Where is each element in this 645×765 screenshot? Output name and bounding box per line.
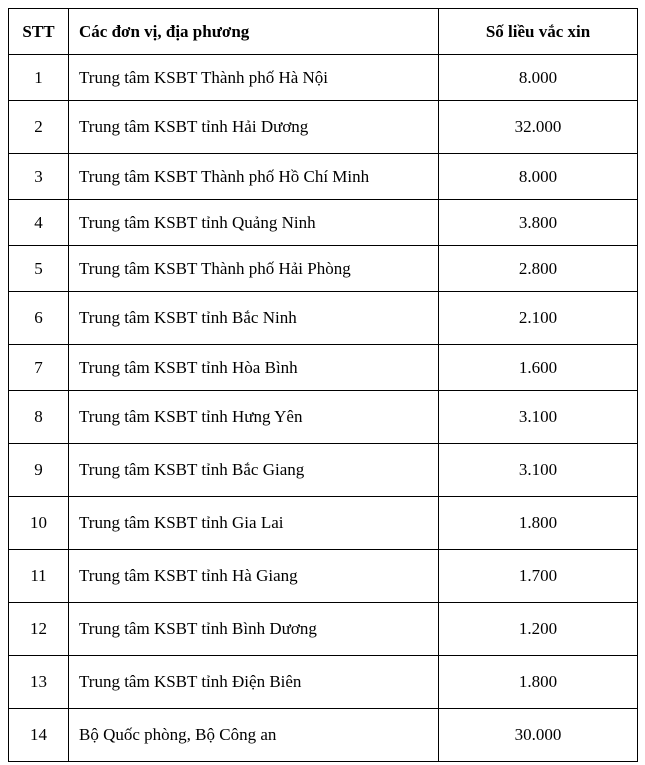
row-stt: 1 [9,55,69,101]
row-unit: Trung tâm KSBT tỉnh Gia Lai [69,497,439,550]
row-unit: Trung tâm KSBT Thành phố Hải Phòng [69,246,439,292]
row-unit: Trung tâm KSBT tỉnh Quảng Ninh [69,200,439,246]
header-row [9,9,638,55]
row-vaccine-doses: 1.800 [439,497,638,550]
row-stt: 12 [9,603,69,656]
table-row [9,709,638,762]
table-row [9,55,638,101]
table-row [9,200,638,246]
row-unit: Trung tâm KSBT tỉnh Hải Dương [69,101,439,154]
row-unit: Trung tâm KSBT tỉnh Hưng Yên [69,391,439,444]
header-unit: Các đơn vị, địa phương [69,9,439,55]
row-stt: 4 [9,200,69,246]
row-unit: Bộ Quốc phòng, Bộ Công an [69,709,439,762]
row-stt: 8 [9,391,69,444]
row-unit: Trung tâm KSBT tỉnh Điện Biên [69,656,439,709]
header-stt: STT [9,9,69,55]
row-vaccine-doses: 1.700 [439,550,638,603]
row-stt: 13 [9,656,69,709]
table-row [9,550,638,603]
row-vaccine-doses: 1.200 [439,603,638,656]
row-stt: 6 [9,292,69,345]
table-row [9,444,638,497]
table-row [9,391,638,444]
table-row [9,292,638,345]
row-stt: 11 [9,550,69,603]
table-row [9,497,638,550]
row-vaccine-doses: 3.100 [439,444,638,497]
row-stt: 2 [9,101,69,154]
row-stt: 5 [9,246,69,292]
row-unit: Trung tâm KSBT tỉnh Bình Dương [69,603,439,656]
row-vaccine-doses: 8.000 [439,154,638,200]
row-vaccine-doses: 3.800 [439,200,638,246]
row-unit: Trung tâm KSBT tỉnh Bắc Ninh [69,292,439,345]
row-stt: 10 [9,497,69,550]
row-vaccine-doses: 32.000 [439,101,638,154]
table-row [9,154,638,200]
row-unit: Trung tâm KSBT tỉnh Hòa Bình [69,345,439,391]
header-vaccine-doses: Số liều vắc xin [439,9,638,55]
row-stt: 3 [9,154,69,200]
vaccine-allocation-table [8,8,638,762]
row-vaccine-doses: 1.600 [439,345,638,391]
table-body [9,55,638,762]
row-stt: 14 [9,709,69,762]
row-vaccine-doses: 30.000 [439,709,638,762]
table-row [9,656,638,709]
row-vaccine-doses: 2.800 [439,246,638,292]
row-unit: Trung tâm KSBT Thành phố Hồ Chí Minh [69,154,439,200]
table-row [9,345,638,391]
row-vaccine-doses: 8.000 [439,55,638,101]
table-row [9,101,638,154]
row-unit: Trung tâm KSBT tỉnh Bắc Giang [69,444,439,497]
row-unit: Trung tâm KSBT Thành phố Hà Nội [69,55,439,101]
table-header [9,9,638,55]
row-vaccine-doses: 2.100 [439,292,638,345]
table-row [9,603,638,656]
row-vaccine-doses: 1.800 [439,656,638,709]
row-unit: Trung tâm KSBT tỉnh Hà Giang [69,550,439,603]
row-vaccine-doses: 3.100 [439,391,638,444]
row-stt: 9 [9,444,69,497]
row-stt: 7 [9,345,69,391]
table-row [9,246,638,292]
